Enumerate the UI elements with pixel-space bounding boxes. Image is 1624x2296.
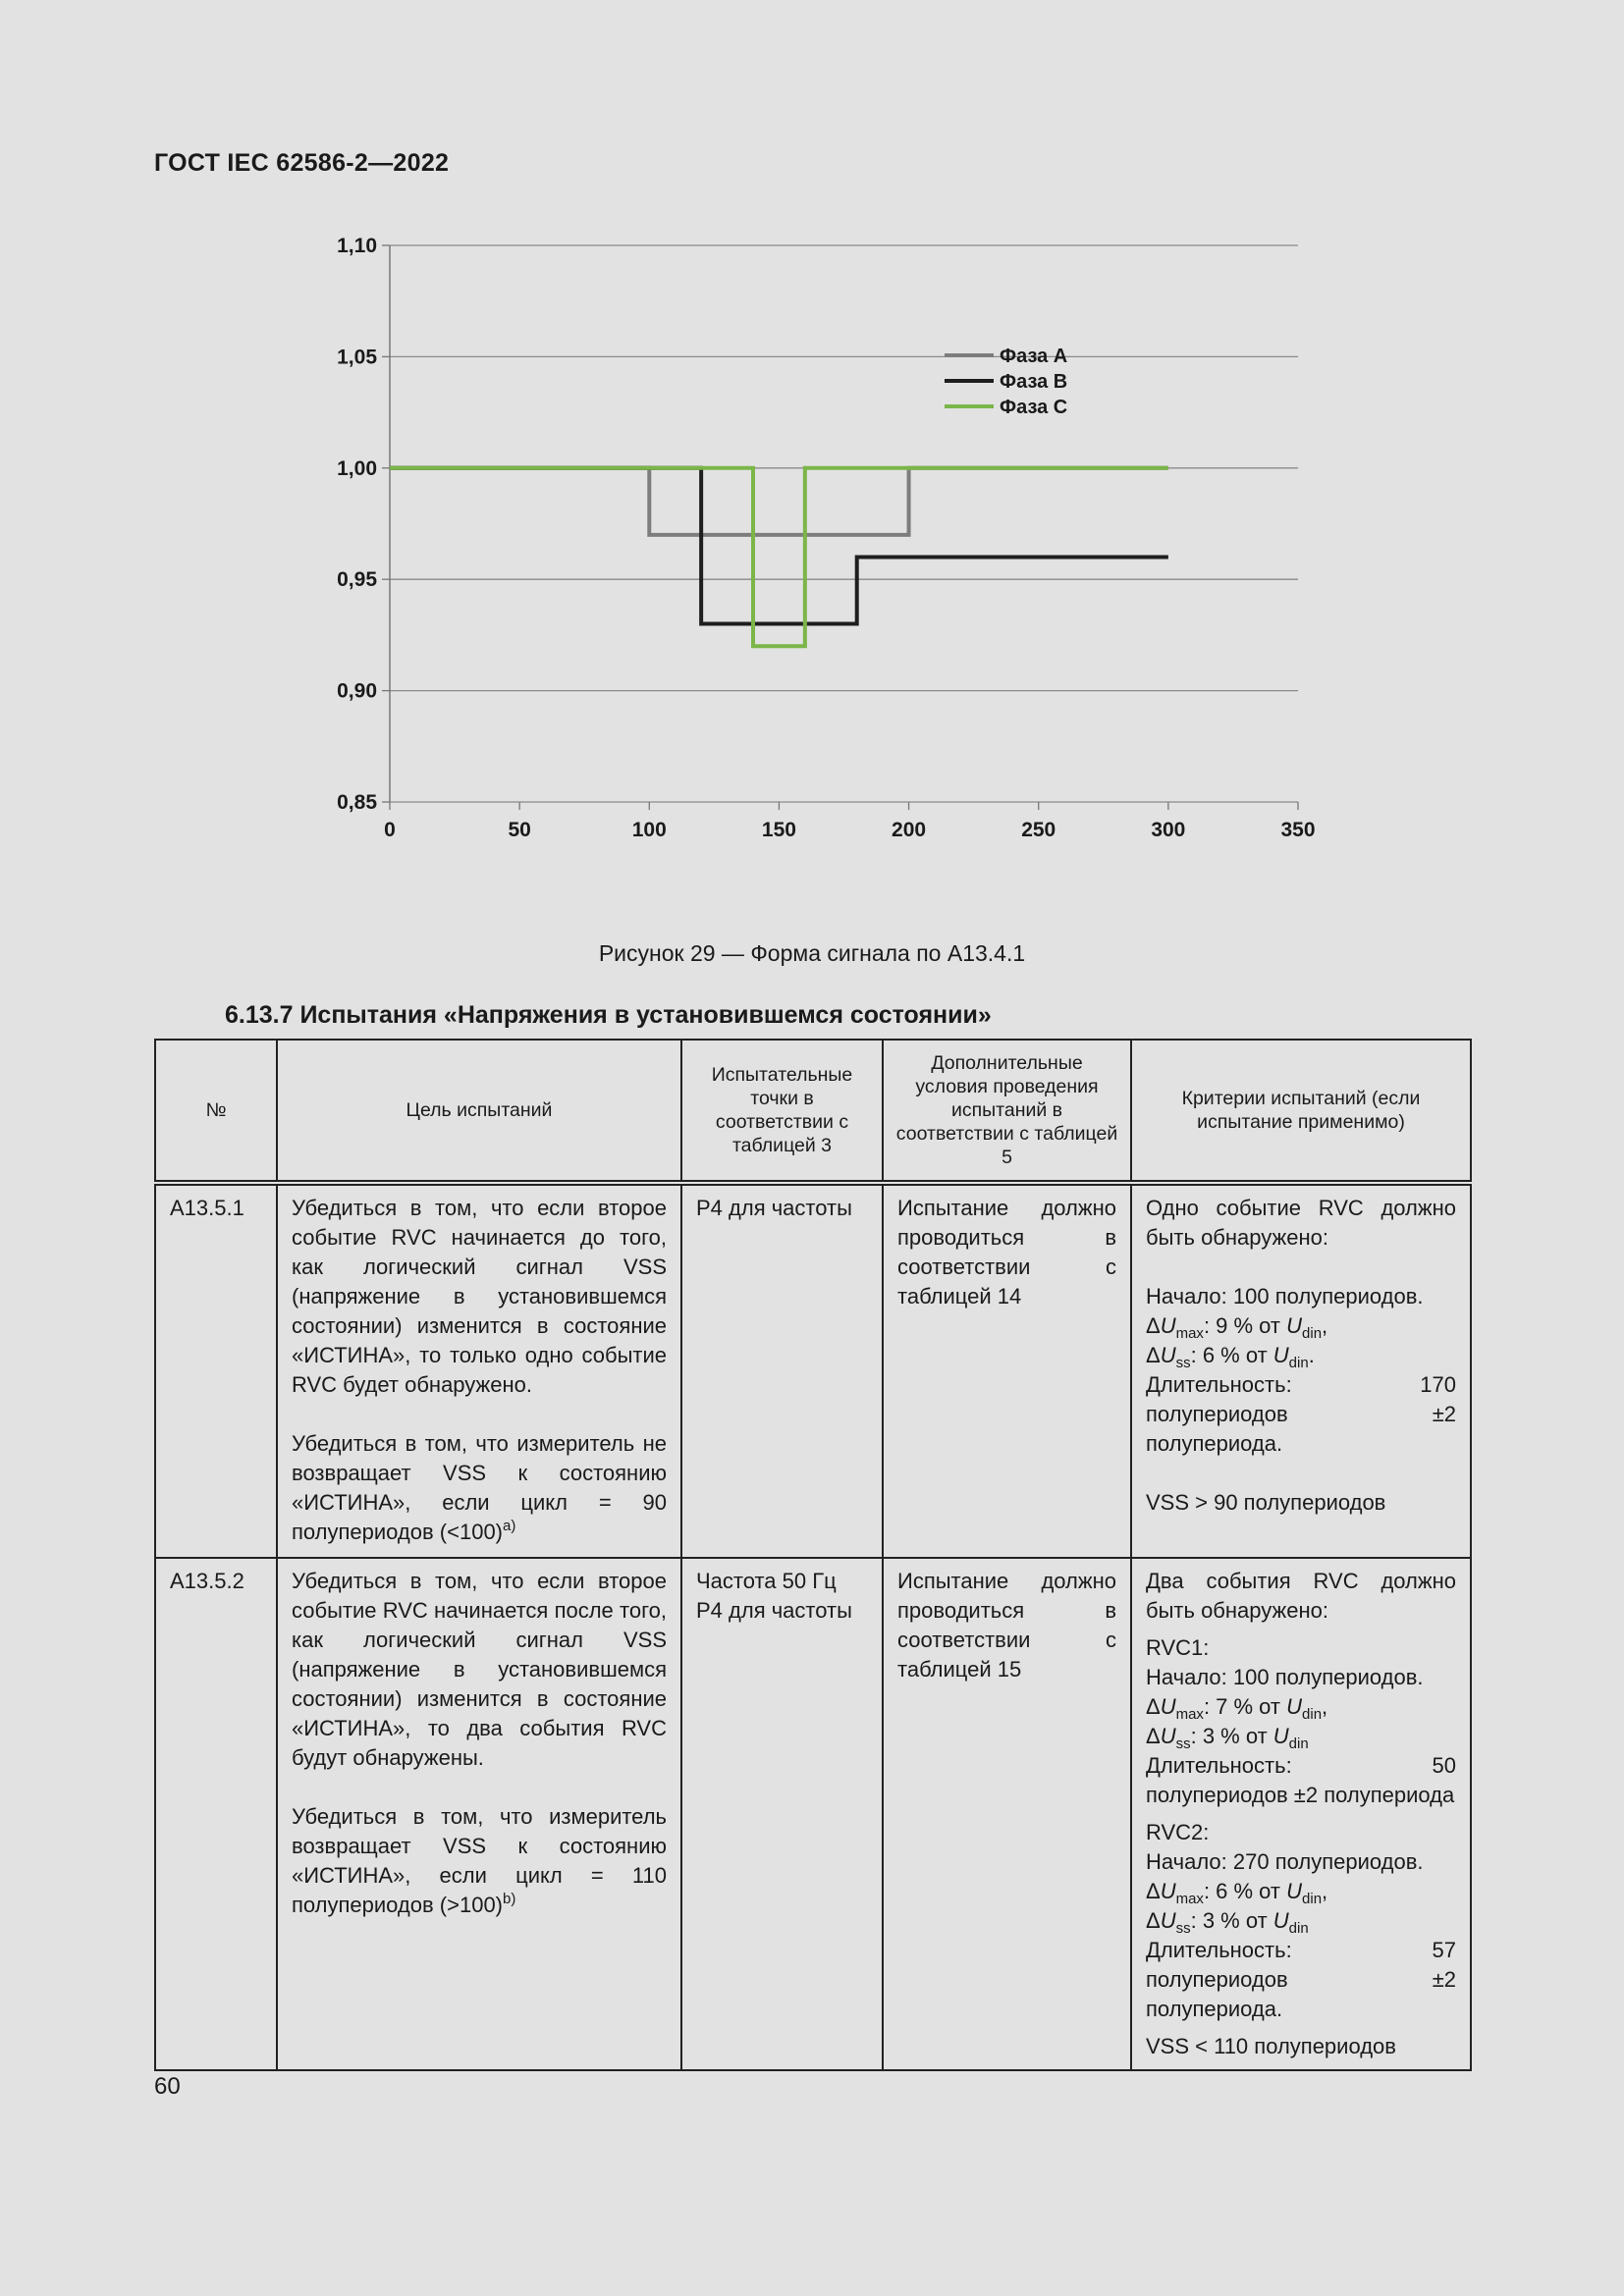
rvc2-label: RVC2:: [1146, 1820, 1210, 1844]
test-point-line: Частота 50 Гц: [696, 1569, 837, 1593]
row-criteria: [1131, 1183, 1471, 1558]
rvc1-label: RVC1:: [1146, 1635, 1210, 1660]
table-header-row: [155, 1040, 1471, 1183]
x-tick-label: 150: [761, 819, 796, 841]
chart-series: [390, 468, 1168, 646]
criteria-intro: Одно событие RVC должно быть обнаружено:: [1146, 1196, 1456, 1250]
criteria-umax: $\Delta U_{max}$: 7 % от $U_{din}$,: [1146, 1694, 1328, 1723]
test-table: [154, 1039, 1472, 2071]
header-points: Испытательные точки в соответствии с таблицей 3: [681, 1040, 883, 1183]
y-tick-label: 0,85: [337, 791, 377, 814]
criteria-uss: $\Delta U_{ss}$: 6 % от $U_{din}$.: [1146, 1343, 1315, 1371]
criteria-vss: VSS < 110 полупериодов: [1146, 2034, 1396, 2058]
y-tick-label: 1,05: [337, 346, 377, 369]
figure-caption: Рисунок 29 — Форма сигнала по A13.4.1: [598, 940, 1026, 966]
x-tick-label: 100: [631, 819, 667, 841]
criteria-duration: Длительность: 50 полупериодов ±2 полупериода: [1146, 1753, 1456, 1807]
section-title: 6.13.7 Испытания «Напряжения в установившемся состоянии»: [225, 1001, 992, 1029]
goal-paragraph: Убедиться в том, что если второе событие RVC начинается после того, как логический сигнал VSS (напряжение в установившемся состоянии) изменится в состояние «ИСТИНА», то два события RVC будут обнаружены.: [292, 1569, 667, 1770]
table-row: [155, 1183, 1471, 1558]
criteria-umax: $\Delta U_{max}$: 9 % от $U_{din}$,: [1146, 1313, 1328, 1342]
x-tick-label: 250: [1021, 819, 1056, 841]
row-goal: [277, 1183, 681, 1558]
criteria-uss: $\Delta U_{ss}$: 3 % от $U_{din}$: [1146, 1724, 1309, 1752]
chart-axes: [337, 235, 1315, 841]
x-tick-label: 0: [384, 819, 396, 841]
legend-label: Фаза C: [1000, 397, 1068, 418]
footnote-ref: a): [503, 1518, 516, 1534]
legend-label: Фаза A: [1000, 346, 1068, 367]
waveform-chart: [0, 0, 1624, 883]
footnote-ref: b): [503, 1891, 516, 1907]
chart-legend: [945, 346, 1067, 418]
x-tick-label: 200: [892, 819, 927, 841]
header-num: №: [155, 1040, 277, 1183]
header-criteria: Критерии испытаний (если испытание применимо): [1131, 1040, 1471, 1183]
series-line-2: [390, 468, 1168, 624]
legend-label: Фаза B: [1000, 371, 1068, 393]
criteria-intro: Два события RVC должно быть обнаружено:: [1146, 1569, 1456, 1623]
criteria-duration: Длительность: 57 полупериодов ±2 полупериода.: [1146, 1938, 1456, 2021]
header-conditions: Дополнительные условия проведения испытаний в соответствии с таблицей 5: [883, 1040, 1131, 1183]
y-tick-label: 1,10: [337, 235, 377, 257]
y-tick-label: 1,00: [337, 456, 377, 480]
y-tick-label: 0,95: [337, 568, 377, 592]
row-conditions: Испытание должно проводиться в соответствии с таблицей 15: [883, 1558, 1131, 2070]
row-criteria: [1131, 1558, 1471, 2070]
row-number: A13.5.2: [155, 1558, 277, 2070]
row-test-points: P4 для частоты: [681, 1183, 883, 1558]
criteria-start: Начало: 100 полупериодов.: [1146, 1284, 1424, 1308]
y-tick-label: 0,90: [337, 679, 377, 703]
criteria-start: Начало: 100 полупериодов.: [1146, 1665, 1424, 1689]
chart-grid: [390, 245, 1298, 802]
row-test-points: [681, 1558, 883, 2070]
row-number: A13.5.1: [155, 1183, 277, 1558]
criteria-duration: Длительность: 170 полупериодов ±2 полупериода.: [1146, 1372, 1456, 1456]
row-conditions: Испытание должно проводиться в соответствии с таблицей 14: [883, 1183, 1131, 1558]
x-tick-label: 350: [1280, 819, 1316, 841]
goal-paragraph: Убедиться в том, что если второе событие RVC начинается до того, как логический сигнал VSS (напряжение в установившемся состоянии) изменится в состояние «ИСТИНА», то только одно событие RVC будет обнаружено.: [292, 1196, 667, 1397]
criteria-umax: $\Delta U_{max}$: 6 % от $U_{din}$,: [1146, 1879, 1328, 1907]
criteria-vss: VSS > 90 полупериодов: [1146, 1490, 1386, 1515]
page-number: 60: [154, 2073, 181, 2100]
test-point-line: P4 для частоты: [696, 1598, 852, 1623]
x-tick-label: 50: [508, 819, 531, 841]
row-goal: [277, 1558, 681, 2070]
goal-paragraph: Убедиться в том, что измеритель возвращает VSS к состоянию «ИСТИНА», если цикл = 110 полупериодов (>100)$^{b)}$: [292, 1804, 667, 1917]
series-line-1: [390, 468, 1168, 535]
table-row: [155, 1558, 1471, 2070]
goal-paragraph: Убедиться в том, что измеритель не возвращает VSS к состоянию «ИСТИНА», если цикл = 90 полупериодов (<100)$^{a)}$: [292, 1431, 667, 1544]
x-tick-label: 300: [1151, 819, 1186, 841]
criteria-start: Начало: 270 полупериодов.: [1146, 1849, 1424, 1874]
criteria-uss: $\Delta U_{ss}$: 3 % от $U_{din}$: [1146, 1908, 1309, 1937]
document-header: ГОСТ IEC 62586-2—2022: [154, 149, 450, 177]
header-goal: Цель испытаний: [277, 1040, 681, 1183]
